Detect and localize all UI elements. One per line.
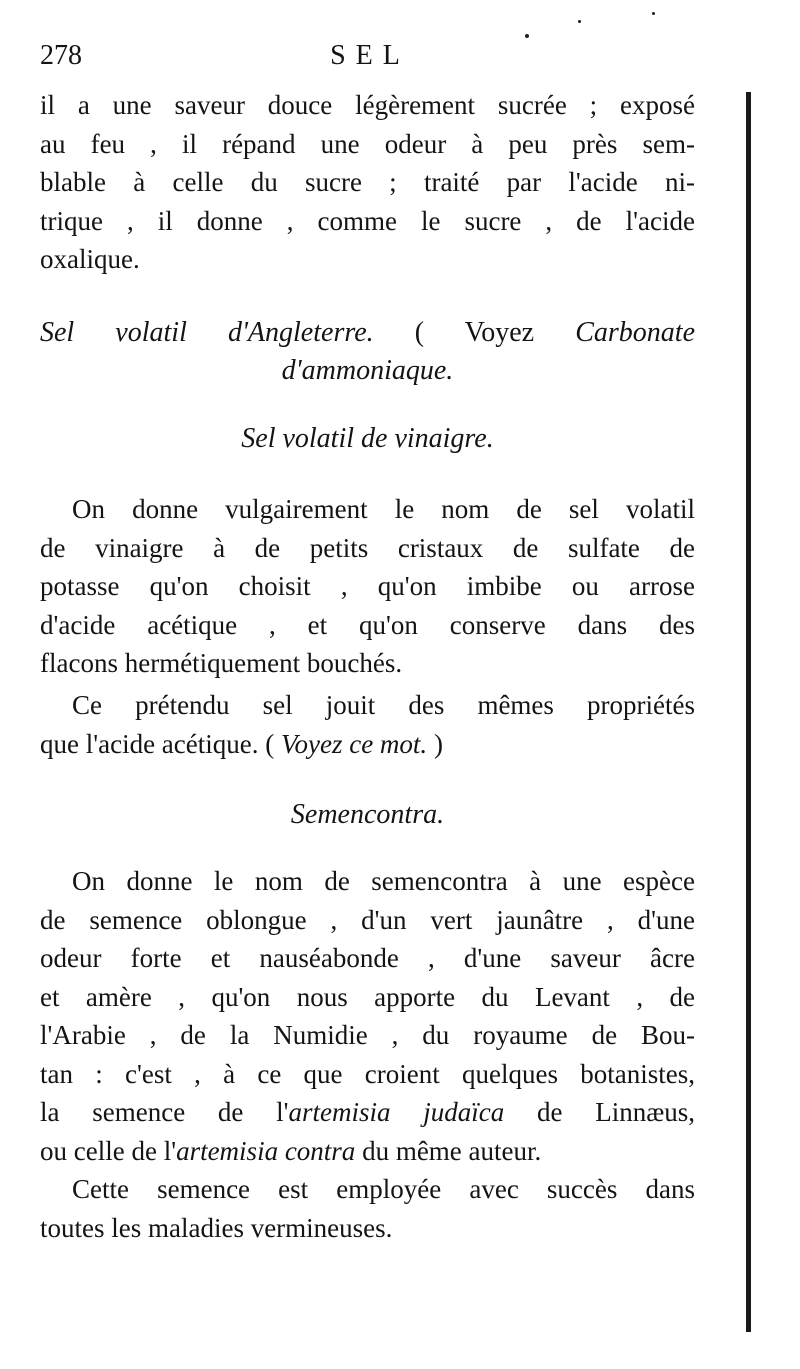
entry-heading-vinaigre (40, 420, 695, 458)
entry-heading-semencontra (40, 796, 695, 834)
text-line: potasse qu'on choisit , qu'on imbibe ou arrose (40, 571, 695, 601)
text-line: blable à celle du sucre ; traité par l'acide ni- (40, 167, 695, 197)
text-line: tan : c'est , à ce que croient quelques botanistes, (40, 1058, 695, 1089)
heading-title: Sel volatil de vinaigre. (241, 423, 494, 454)
text-run: que l'acide acétique. ( (40, 728, 281, 759)
paragraph-semencontra-1 (40, 862, 695, 1170)
paragraph-vinaigre-1 (40, 490, 695, 683)
text-run: du même auteur. (355, 1135, 542, 1166)
text-run: la semence de l' (40, 1097, 289, 1127)
page-header (40, 40, 700, 80)
ink-speck (578, 20, 581, 23)
text-line: On donne le nom de semencontra à une espèce (72, 866, 695, 896)
text-line: de semence oblongue , d'un vert jaunâtre , d'une (40, 904, 695, 935)
text-line: et amère , qu'on nous apporte du Levant , de (40, 981, 695, 1012)
text-line: l'Arabie , de la Numidie , du royaume de Bou- (40, 1020, 695, 1050)
text-line: flacons hermétiquement bouchés. (40, 648, 403, 678)
text-run: ) (427, 728, 443, 759)
text-line: Ce prétendu sel jouit des mêmes propriétés (72, 690, 695, 720)
cross-reference-term: Carbonate (575, 317, 695, 348)
text-line: On donne vulgairement le nom de sel volatil (72, 494, 695, 524)
heading-line: d'ammoniaque. (281, 355, 454, 386)
heading-title: Semencontra. (290, 799, 445, 830)
paragraph-semencontra-2 (40, 1170, 695, 1247)
page-edge-rule (746, 92, 751, 1332)
paragraph-vinaigre-2 (40, 686, 695, 763)
text-line: oxalique. (40, 244, 140, 274)
running-head: SEL (330, 40, 410, 71)
text-line (40, 1093, 695, 1132)
heading-title: Sel volatil d'Angleterre. (40, 317, 374, 348)
cross-reference-term: Voyez ce mot. (280, 728, 428, 759)
text-line: odeur forte et nauséabonde , d'une saveur âcre (40, 943, 695, 973)
species-name: artemisia judaïca (288, 1097, 505, 1127)
text-line: Cette semence est employée avec succès dans (72, 1174, 695, 1204)
ink-speck (525, 34, 529, 38)
entry-heading-angleterre (40, 314, 695, 390)
text-line: au feu , il répand une odeur à peu près sem- (40, 128, 695, 159)
text-line: trique , il donne , comme le sucre , de l'acide (40, 205, 695, 236)
text-line: toutes les maladies vermineuses. (40, 1212, 393, 1243)
text-line: il a une saveur douce légèrement sucrée ; exposé (40, 90, 695, 120)
page-number: 278 (40, 40, 82, 71)
cross-reference-open: ( Voyez (373, 317, 576, 348)
ink-speck (652, 12, 655, 15)
text-run: de Linnæus, (504, 1097, 695, 1127)
intro-paragraph (40, 86, 695, 279)
text-line (40, 725, 695, 764)
text-run: ou celle de l' (40, 1135, 177, 1166)
heading-line (40, 314, 695, 352)
species-name: artemisia contra (176, 1135, 356, 1166)
text-line: d'acide acétique , et qu'on conserve dans des (40, 609, 695, 640)
text-line: de vinaigre à de petits cristaux de sulfate de (40, 532, 695, 563)
text-line (40, 1132, 695, 1171)
